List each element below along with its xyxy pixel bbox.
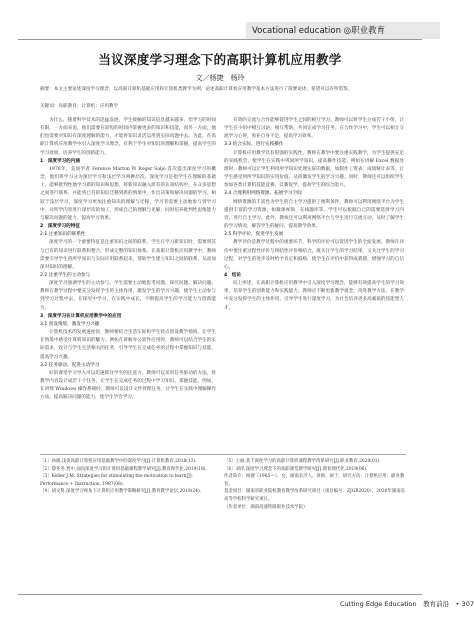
reference-item: ［4］胡文科,深度学习视角下计算机应用教学策略研究[J].教育教学论坛,2019(24). [40,489,202,495]
section-heading: 3.1 创设情境，激发学习兴趣 [40,321,100,327]
references-separator [40,454,406,455]
section-heading: 3 深度学习在计算机应用教学中的应用 [40,313,122,319]
body-paragraph: 计算机技术的发展速度快，教师要结合生活实际和学生特点创设教学情境，让学生在情境中感受计算机知识的魅力。例如在讲解办公软件应用时，教师可以结合学生的实际需求，设计与学生生活相关的任务，引导学生在完成任务的过程中掌握知识与技能，提高学习兴趣。 [40,330,216,360]
body-paragraph: 计算机应用教学具有很强的实践性，教师在教学中要注重实践教学，为学生提供充足的实践机会，使学生在实践中巩固所学知识，提高操作技能。例如在讲解 Excel 数据处理时，教师可以让学生利用所学知识处理实际的数据，如制作工资表、成绩统计表等，让学生感受到所学知识的实用价值，从而激发学生的学习兴趣。同时，教师还可以组织学生参加各类计算机技能竞赛，以赛促学，提高学生的综合能力。 [224,150,404,189]
reference-item: ［3］Keller J M. Strategies for stimulating the motivation to learn[J]. Performance + Instruction, 1987(08). [40,474,194,487]
section-heading: 2.2 注重学生的主动参与 [40,272,91,278]
section-heading: 2.1 注重知识的联系性 [40,232,86,238]
section-heading: 2 深度学习的特征 [40,224,80,230]
section-heading: 3.4 合理利用网络资源，拓展学习空间 [224,191,302,197]
header-section-label: Vocational education ◎职业教育 [252,26,386,36]
references-right [224,458,406,511]
section-heading: 3.5 科学评价，促进学生发展 [224,232,284,238]
section-heading: 1 深度学习的内涵 [40,158,80,164]
article-keywords: 关键词：高职教育；计算机；应用教学 [40,104,119,109]
article-authors: 文／杨捷 杨玲 [195,74,245,82]
reference-item: 作者简介：杨捷（1985—），女，湖南长沙人，讲师，硕士，研究方向：计算机应用、职业教育。 [224,474,405,487]
footer-rule [18,594,422,595]
body-paragraph: 深度学习的一个重要特征是注重知识之间的联系，学生在学习新知识时，需要将其与已有的知识进行联系和整合，形成完整的知识体系。在高职计算机应用教学中，教师需要引导学生将所学知识与实际应用联系起来，帮助学生建立知识之间的联系，从而加深对知识的理解。 [40,240,216,270]
references-left [40,458,216,496]
body-paragraph: 好的课堂学习导入可以迅速抓住学生的注意力，教师可以采用任务驱动的方法，将教学内容设计成若干个任务，让学生在完成任务的过程中学习知识、掌握技能。例如，在讲授 Windows 操作系统时，教师可以设计文件管理任务，让学生在实践中理解操作方法，提高解决问题的能力，使学生学会学习。 [40,370,216,401]
body-paragraph: 为什么，随着科学技术的迅猛发展，学生接触的知识信息越来越多，但学习的时间有限。一方面来说，他们需要在较短的时间内掌握更多的知识和技能，而另一方面，他们也需要对知识有深度理解的能力，才能将知识灵活运用到实际问题中去。为此，在高职计算机应用教学中引入深度学习理念，有利于学生对知识的理解和掌握，提高学生的学习效果，培养学生的创新能力。 [40,118,216,156]
section-heading: 4 结论 [224,272,241,278]
body-column-left [40,117,216,402]
body-paragraph: 综上所述，在高职计算机应用教学中引入深度学习理念，能够有效提高学生的学习效果，培养学生的创新能力和实践能力。教师应不断更新教学观念，改进教学方法，在教学中充分发挥学生的主体作用，引导学生进行深度学习，为社会培养更多高素质的技能型人才。 [224,281,404,311]
reference-item: （作者单位：湖南高速铁路职业技术学院） [224,504,308,510]
section-heading: 3.2 任务驱动，促进主动学习 [40,362,100,368]
body-paragraph: 网络资源的丰富性为学生的自主学习提供了便利条件，教师可以利用网络平台为学生提供丰富的学习资源，如微课视频、在线题库等，学生可以根据自己的需要选择学习内容，进行自主学习。此外，教师还可以利用网络平台与学生进行交流互动，及时了解学生的学习情况，解答学生的疑问，提高教学效果。 [224,199,404,230]
section-heading: 3.3 结合实际，进行实践操作 [224,142,284,148]
reference-item: ［5］王丽,基于深度学习的高职计算机课程教学改革研究[J].职业教育,2020(01). [224,459,381,464]
reference-item: 基金项目：湖南省职业院校教育教学改革研究项目（项目编号：ZJGB2020），2020年湖南省高等学校科学研究项目。 [224,489,405,502]
body-paragraph: 深度学习强调学生的主动参与，学生需要主动地思考问题、探究问题、解决问题。教师在教学过程中要充分发挥学生的主体作用，激发学生的学习兴趣，使学生主动参与到学习过程中去，在探究中学习，在实践中成长，不断提高学生的学习能力与创新能力。 [40,281,216,311]
article-title: 当议深度学习理念下的高职计算机应用教学 [98,52,342,67]
article-abstract: 摘要：本文主要论述深度学习理念，以高职计算机基础应用和计算机类教学为例，论述高职计算机应用教学基本方法进行了简要论述，希望可以有所借鉴。 [40,87,353,92]
reference-item: ［6］刘洋,深度学习理念下的高职课堂教学研究[J].教育现代化,2019(06). [224,466,368,472]
header-rule [18,39,422,40]
body-column-right [224,117,404,313]
reference-item: ［1］孙薇.浅谈高职计算机应用基础教学中的深度学习[J].计算机教育,2018(12). [40,459,197,464]
body-paragraph: 教学评价是教学过程中的重要环节，科学的评价可以促进学生的全面发展。教师在评价中要注重过程性评价与终结性评价相结合，既关注学生的学习结果，又关注学生的学习过程，对学生的进步及时给予肯定和鼓励，使学生在评价中获得成就感，增强学习的自信心。 [224,240,404,270]
body-paragraph: 有效的交流与合作能够促进学生之间的相互学习，教师可以将学生分成若干小组，让学生在小组中相互讨论、相互帮助，共同完成学习任务。在合作学习中，学生可以相互交流学习心得，弥补自身不足，提高学习效率。 [224,118,404,140]
body-paragraph: 1976年，美国学者 Ference Marton 和 Roger Saljo 首次提出深度学习的概念，他们将学习分为深层学习和浅层学习两种层次。深度学习是指学生在理解的基础上，能够批判性地学习新的知识和思想，将新知识融入原有的认知结构中，在众多思想之间进行联系，并能将已有的知识迁移到新的情境中，作出决策和解决问题的学习。相较于浅层学习，深度学习更加注重知识的理解与迁移，学习者需要主动地参与到学习中，对所学内容进行深层次的加工，形成自己的理解与见解，同时培养批判性思维能力与解决问题的能力，提高学习效果。 [40,166,216,221]
page-footer: Cutting Edge Education 教育前沿 • 307 [340,600,474,608]
reference-item: ［2］黎冬冬,贾中,面向深度学习的计算机基础课程教学研究[J].教育现代化,2019(18). [40,466,207,472]
page-header [0,0,440,40]
